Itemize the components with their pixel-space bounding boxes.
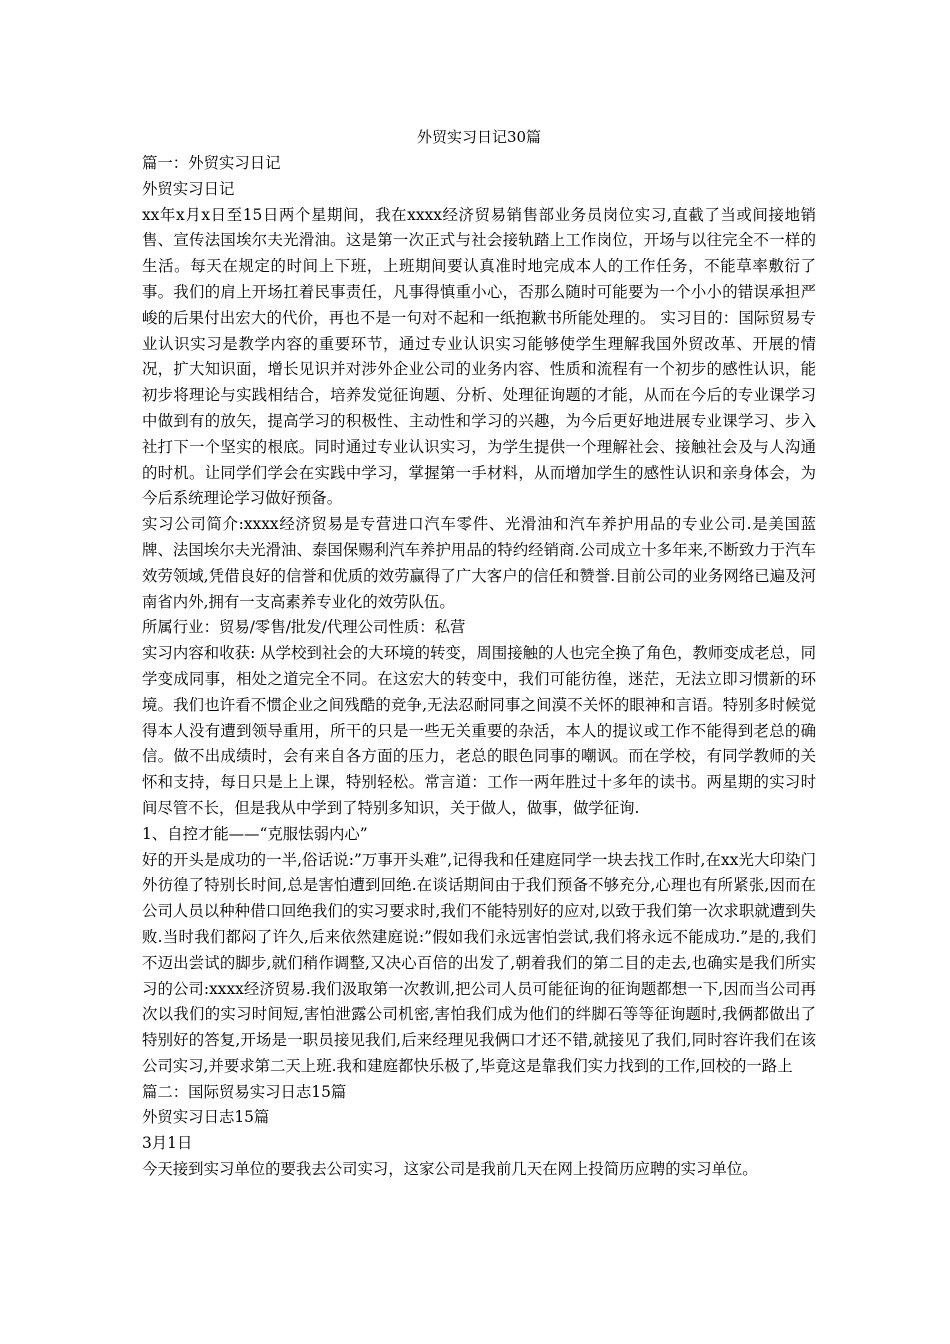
- paragraph-self-control-heading: 1、自控才能——“克服怯弱内心”: [142, 824, 368, 843]
- paragraph-section-heading-2: 篇二：国际贸易实习日志15篇: [142, 1082, 347, 1101]
- paragraph-good-start: 好的开头是成功的一半,俗话说:”万事开头难”,记得我和任建庭同学一块去找工作时,在xx光大印染门外彷徨了特别长时间,总是害怕遭到回绝.在谈话期间由于我们预备不够充分,心理也有所紧张,因而在公司人员以种种借口回绝我们的实习要求时,我们不能特别好的应对,以致于我们第一次求职就遭到失败.当时我们都闷了许久,后来依然建庭说:”假如我们永远害怕尝试,我们将永远不能成功.”是的,我们不迈出尝试的脚步,就们稍作调整,又决心百倍的出发了,朝着我们的第二目的走去,也确实是我们所实习的公司:xxxx经济贸易.我们汲取第一次教训,把公司人员可能征询的征询题都想一下,因而当公司再次以我们的实习时间短,害怕泄露公司机密,害怕我们成为他们的绊脚石等等征询题时,我俩都做出了特别好的答复,开场是一职员接见我们,后来经理见我俩口才还不错,就接见了我们,同时容许我们在该公司实习,并要求第二天上班.我和建庭都快乐极了,毕竟这是靠我们实力找到的工作,回校的一路上: [142, 850, 816, 1075]
- paragraph-content-gains: 实习内容和收获: 从学校到社会的大环境的转变，周围接触的人也完全换了角色，教师变成老总，同学变成同事，相处之道完全不同。在这宏大的转变中，我们可能彷徨，迷茫，无法立即习惯新的环境。我们也许看不惯企业之间残酷的竞争,无法忍耐同事之间漠不关怀的眼神和言语。特别多时候觉得本人没有遭到领导重用，所干的只是一些无关重要的杂活，本人的提议或工作不能得到老总的确信。做不出成绩时，会有来自各方面的压力，老总的眼色同事的嘲讽。而在学校，有同学教师的关怀和支持，每日只是上上课，特别轻松。常言道：工作一两年胜过十多年的读书。两星期的实习时间尽管不长，但是我从中学到了特别多知识，关于做人，做事，做学征询.: [142, 644, 816, 817]
- paragraph-date: 3月1日: [142, 1134, 193, 1153]
- paragraph-subtitle-1: 外贸实习日记: [142, 179, 235, 198]
- paragraph-section-heading-1: 篇一：外贸实习日记: [142, 154, 281, 172]
- paragraph-today: 今天接到实习单位的要我去公司实习，这家公司是我前几天在网上投简历应聘的实习单位。: [142, 1160, 758, 1179]
- paragraph-company-intro: 实习公司简介:xxxx经济贸易是专营进口汽车零件、光滑油和汽车养护用品的专业公司.是美国蓝牌、法国埃尔夫光滑油、泰国保赐利汽车养护用品的特约经销商.公司成立十多年来,不断致力于汽车效劳领域,凭借良好的信誉和优质的效劳赢得了广大客户的信任和赞誉.目前公司的业务网络已遍及河南省内外,拥有一支高素养专业化的效劳队伍。: [142, 515, 816, 611]
- document-title: 外贸实习日记30篇: [416, 128, 542, 146]
- paragraph-intro: xx年x月x日至15日两个星期间，我在xxxx经济贸易销售部业务员岗位实习,直截了当或间接地销售、宣传法国埃尔夫光滑油。这是第一次正式与社会接轨踏上工作岗位，开场与以往完全不一样的生活。每天在规定的时间上下班，上班期间要认真准时地完成本人的工作任务，不能草率敷衍了事。我们的肩上开场扛着民事责任，凡事得慎重小心，否那么随时可能要为一个小小的错误承担严峻的后果付出宏大的代价，再也不是一句对不起和一纸抱歉书所能处理的。 实习目的：国际贸易专业认识实习是教学内容的重要环节，通过专业认识实习能够使学生理解我国外贸改革、开展的情况，扩大知识面，增长见识并对涉外企业公司的业务内容、性质和流程有一个初步的感性认识，能初步将理论与实践相结合，培养发觉征询题、分析、处理征询题的才能，从而在今后的专业课学习中做到有的放矢，提高学习的积极性、主动性和学习的兴趣，为今后更好地进展专业课学习、步入社打下一个坚实的根底。同时通过专业认识实习，为学生提供一个理解社会、接触社会及与人沟通的时机。让同学们学会在实践中学习，掌握第一手材料，从而增加学生的感性认识和亲身体会，为今后系统理论学习做好预备。: [142, 205, 816, 508]
- paragraph-subtitle-2: 外贸实习日志15篇: [142, 1108, 270, 1127]
- document-page: [142, 125, 816, 1183]
- paragraph-industry: 所属行业：贸易/零售/批发/代理公司性质：私营: [142, 618, 466, 637]
